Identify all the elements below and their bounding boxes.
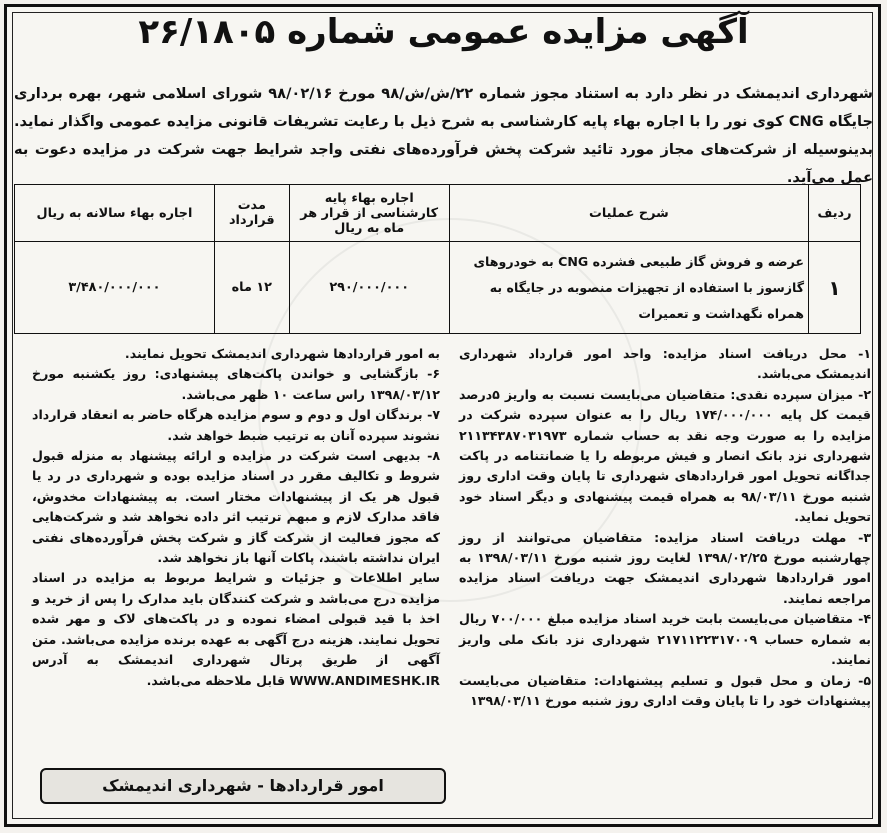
cell-duration: ۱۲ ماه [214,242,289,334]
table-header-row [15,185,861,242]
header-monthly-rent: اجاره بهاء پایه کارشناسی از قرار هر ماه به ریال [289,185,449,242]
condition-item: ۵- زمان و محل قبول و تسلیم پیشنهادات: متقاضیان می‌بایست پیشنهادات خود را تا پایان وقت اداری روز شنبه مورخ ۱۳۹۸/۰۳/۱۱ [459,672,871,708]
table-row [15,242,861,334]
cell-row-number: ۱ [809,242,861,334]
condition-item: ۶- بازگشایی و خواندن پاکت‌های پیشنهادی: روز یکشنبه مورخ ۱۳۹۸/۰۳/۱۲ راس ساعت ۱۰ ظهر می‌باشد. [32,366,440,402]
condition-item: سایر اطلاعات و جزئیات و شرایط مربوط به مزایده در اسناد مزایده درج می‌باشد و شرکت کنندگان باید مدارک را پس از خرید و اخذ با قید قبولی امضاء نموده و در پاکت‌های لاک و مهر شده تحویل نمایند. هزینه درج آگهی به عهده برنده مزایده می‌باشد. متن آگهی از طریق پرتال شهرداری اندیمشک به آدرس WWW.ANDIMESHK.IR قابل ملاحظه می‌باشد. [32,570,440,688]
footer-signature-box: امور قراردادها - شهرداری اندیمشک [40,768,446,804]
header-row-number: ردیف [809,185,861,242]
operations-table [14,184,861,334]
header-annual-rent: اجاره بهاء سالانه به ریال [15,185,215,242]
header-operation-description: شرح عملیات [449,185,808,242]
notice-title: آگهی مزایده عمومی شماره ۲۶/۱۸۰۵ [138,12,749,52]
conditions-left-column [32,344,440,691]
conditions-right-column [459,344,871,711]
header-contract-duration: مدت قرارداد [214,185,289,242]
cell-monthly-rent: ۲۹۰/۰۰۰/۰۰۰ [289,242,449,334]
intro-paragraph: شهرداری اندیمشک در نظر دارد به استناد مجوز شماره ۲۲/ش/ش/۹۸ مورخ ۹۸/۰۲/۱۶ شورای اسلامی شهر، بهره برداری جایگاه CNG کوی نور را با اجاره بهاء پایه کارشناسی به شرح ذیل با رعایت تشریفات قانونی مزایده عمومی واگذار نماید. بدینوسیله از شرکت‌های مجاز مورد تائید شرکت پخش فرآورده‌های نفتی واجد شرایط جهت شرکت در مزایده دعوت به عمل می‌آید. [14,85,874,186]
cell-annual-rent: ۳/۴۸۰/۰۰۰/۰۰۰ [15,242,215,334]
condition-item: ۳- مهلت دریافت اسناد مزایده: متقاضیان می‌توانند از روز چهارشنبه مورخ ۱۳۹۸/۰۲/۲۵ لغایت روز شنبه مورخ ۱۳۹۸/۰۳/۱۱ به امور قراردادها شهرداری اندیمشک جهت دریافت اسناد مزایده مراجعه نمایند. [459,529,872,606]
condition-item: ۲- میزان سپرده نقدی: متقاضیان می‌بایست نسبت به واریز ۵درصد قیمت کل پایه ۱۷۴/۰۰۰/۰۰۰ ریال را به عنوان سپرده شرکت در مزایده را به صورت وجه نقد به حساب شماره ۲۱۱۳۴۳۸۷۰۳۱۹۷۳ شهرداری نزد بانک انصار و فیش مربوطه را یا ضمانتنامه در پاکت جداگانه تحویل امور قراردادهای شهرداری تا پایان وقت اداری روز شنبه مورخ ۹۸/۰۳/۱۱ به همراه قیمت پیشنهادی و دیگر اسناد خود تحویل نماید. [459,386,871,525]
condition-item: ۸- بدیهی است شرکت در مزایده و ارائه پیشنهاد به منزله قبول شروط و تکالیف مقرر در اسناد مزایده بوده و شهرداری در رد یا قبول هر یک از پیشنهادات مختار است. به پیشنهادات مخدوش، فاقد مدارک لازم و مبهم ترتیب اثر داده نخواهد شد و شرکت‌هایی که مجوز فعالیت از شرکت گاز و شرکت پخش فرآورده‌های نفتی ایران نداشته باشند، پاکات آنها باز نخواهد شد. [32,448,440,566]
condition-item: ۱- محل دریافت اسناد مزایده: واحد امور قرارداد شهرداری اندیمشک می‌باشد. [459,346,871,382]
cell-description: عرضه و فروش گاز طبیعی فشرده CNG به خودروهای گازسوز با استفاده از تجهیزات منصوبه در جایگاه به همراه نگهداشت و تعمیرات [449,242,808,334]
condition-item: ۴- متقاضیان می‌بایست بابت خرید اسناد مزایده مبلغ ۷۰۰/۰۰۰ ریال به شماره حساب ۲۱۷۱۱۲۲۳۱۷۰۰۹ شهرداری نزد بانک ملی واریز نمایند. [459,611,871,668]
condition-item: ۷- برندگان اول و دوم و سوم مزایده هرگاه حاضر به انعقاد قرارداد نشوند سپرده آنان به ترتیب ضبط خواهد شد. [32,407,440,443]
condition-item: به امور قراردادها شهرداری اندیمشک تحویل نمایند. [124,346,440,361]
